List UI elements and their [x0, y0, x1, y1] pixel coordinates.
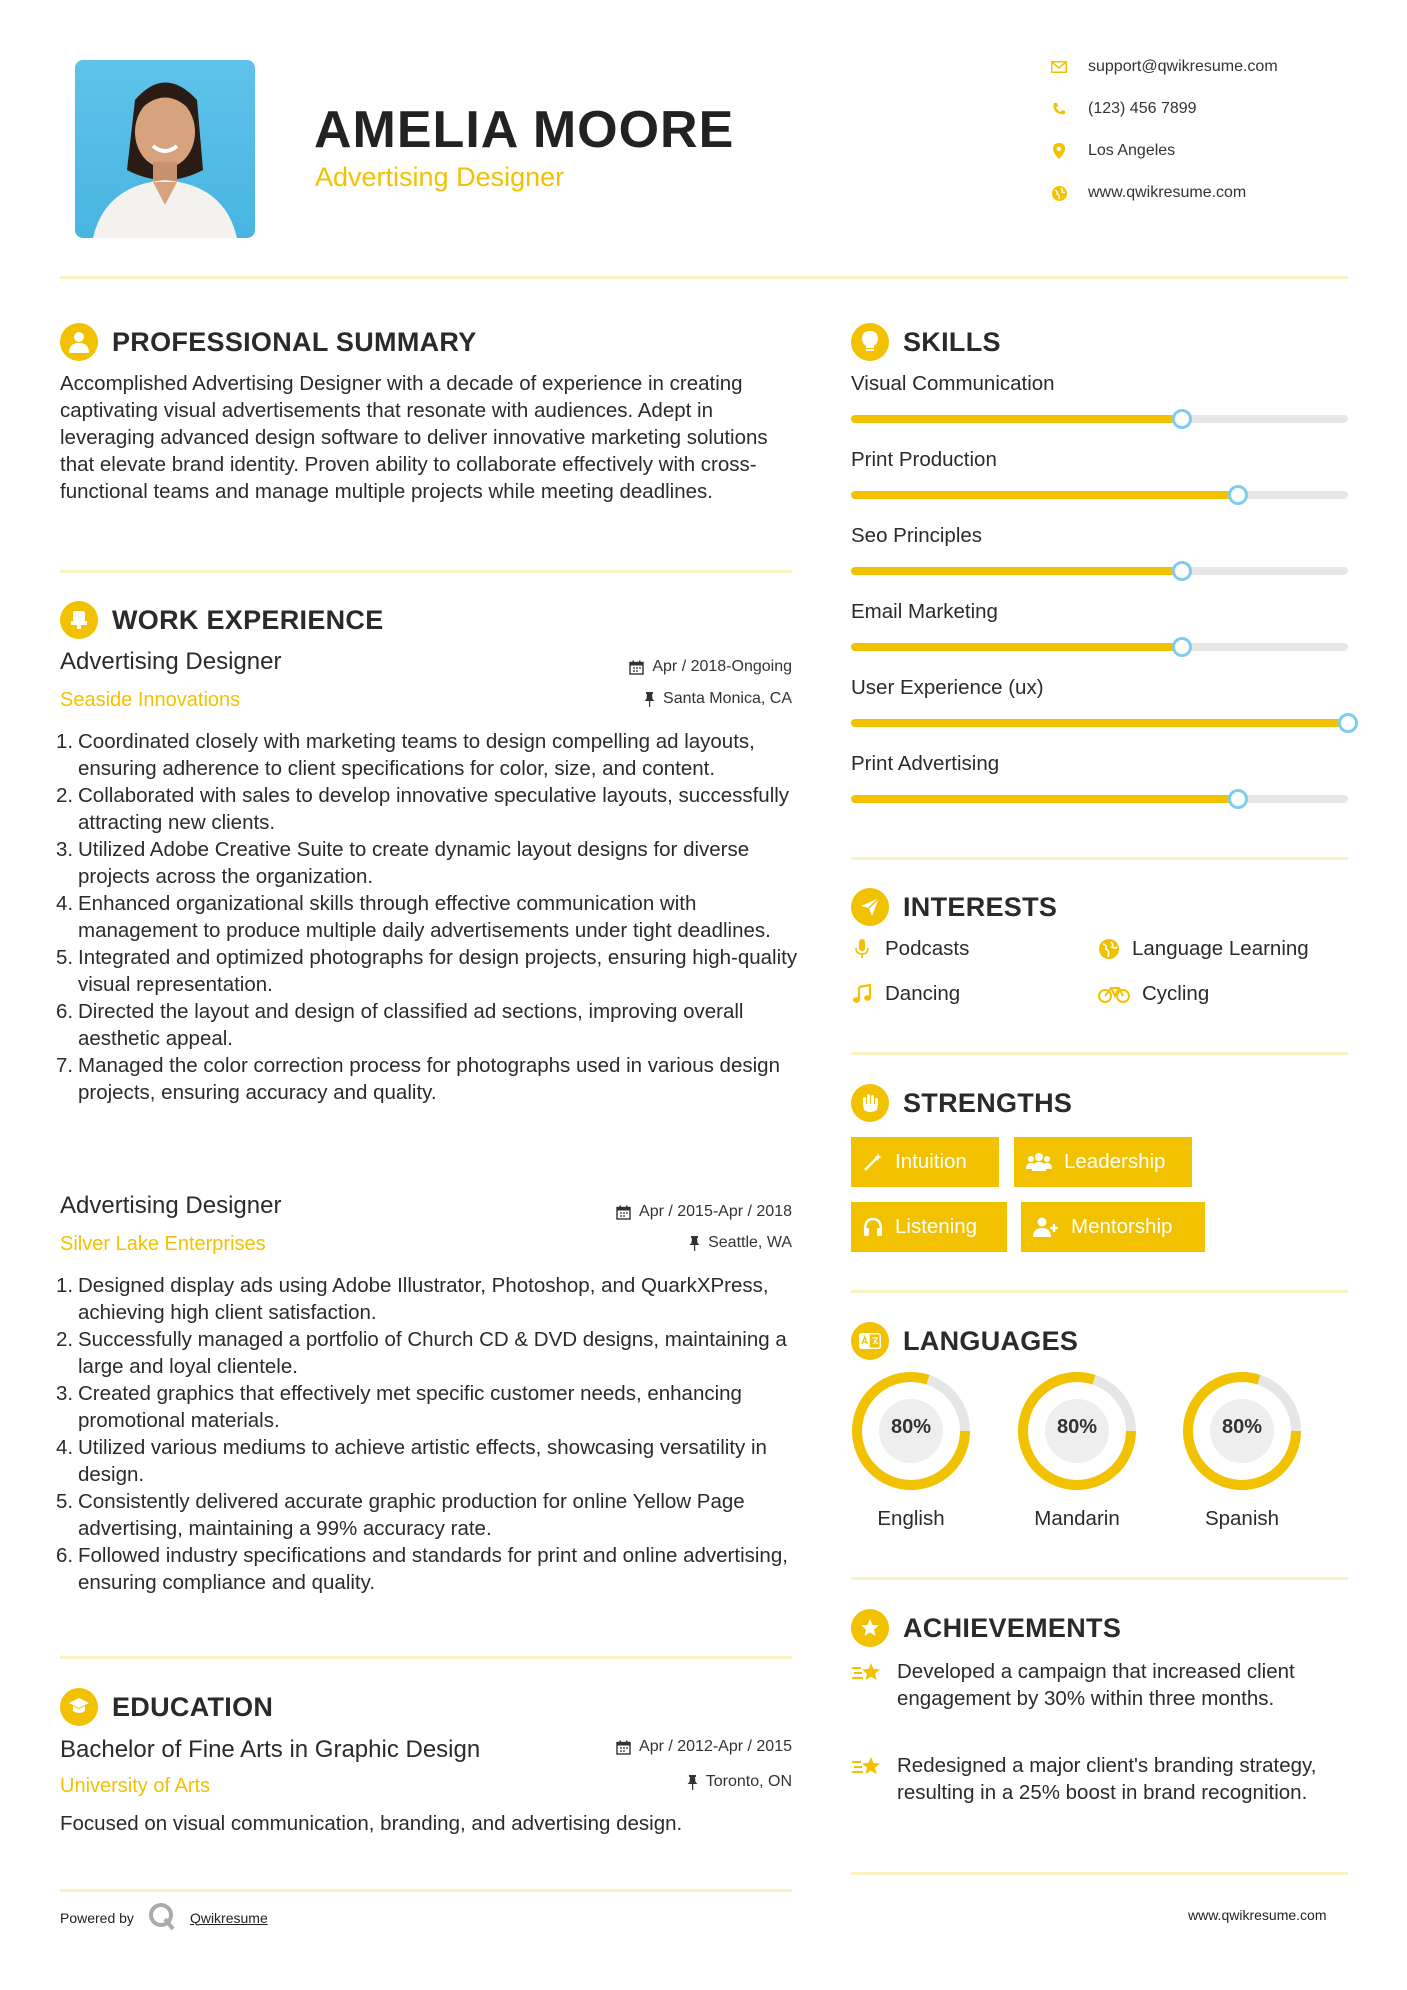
- skill-bar: [851, 491, 1348, 499]
- skill-bar: [851, 643, 1348, 651]
- education-location-text: Toronto, ON: [705, 1773, 792, 1790]
- powered-by-text: Powered by: [60, 1909, 134, 1926]
- pushpin-icon: [689, 1236, 700, 1251]
- header-divider: [60, 276, 1348, 279]
- education-degree: Bachelor of Fine Arts in Graphic Design: [60, 1736, 481, 1763]
- footer-powered-by: [60, 1902, 268, 1933]
- envelope-icon: [1050, 58, 1068, 76]
- education-divider: [60, 1889, 792, 1892]
- shooting-star-icon: [851, 1752, 883, 1806]
- shooting-star-icon: [851, 1658, 883, 1712]
- user-icon: [60, 323, 98, 361]
- skill-bar-knob: [1228, 789, 1248, 809]
- list-item: 3. Created graphics that effectively met specific customer needs, enhancing promotional materials.: [56, 1382, 742, 1432]
- education-heading: [60, 1688, 273, 1726]
- contact-phone[interactable]: [1050, 100, 1197, 118]
- qwikresume-link[interactable]: Qwikresume: [189, 1909, 268, 1926]
- language-ring: [1016, 1370, 1138, 1492]
- summary-text: Accomplished Advertising Designer with a decade of experience in creating captivating visual advertisements that resonate with audiences. Adept in leveraging advanced design software to deliver innovative marketing solutions that elevate brand identity. Proven ability to collaborate effectively with cross-functional teams and manage multiple projects while meeting deadlines.: [60, 372, 768, 503]
- calendar-icon: [629, 660, 644, 675]
- candidate-role: Advertising Designer: [315, 162, 565, 192]
- achievement-item-2: Redesigned a major client's branding strategy, resulting in a 25% boost in brand recognition.: [851, 1752, 1342, 1806]
- calendar-icon: [616, 1740, 631, 1755]
- candidate-name: AMELIA MOORE: [314, 101, 735, 159]
- job-1-dates: [520, 658, 792, 676]
- job-1-location: [520, 690, 792, 708]
- strengths-divider: [851, 1290, 1348, 1293]
- list-item: 2. Collaborated with sales to develop innovative speculative layouts, successfully attracting new clients.: [56, 784, 790, 834]
- pushpin-icon: [687, 1775, 698, 1790]
- list-item: 3. Utilized Adobe Creative Suite to create dynamic layout designs for diverse projects across the organization.: [56, 838, 750, 888]
- briefcase-icon: [60, 601, 98, 639]
- skills-divider: [851, 857, 1348, 860]
- languages-title: LANGUAGES: [903, 1325, 1079, 1356]
- job-1-dates-text: Apr / 2018-Ongoing: [652, 658, 792, 675]
- interests-divider: [851, 1052, 1348, 1055]
- education-title: EDUCATION: [112, 1691, 274, 1722]
- skill-bar-fill: [851, 795, 1238, 803]
- language-name: English: [877, 1507, 945, 1530]
- strength-tag-leadership: Leadership: [1014, 1137, 1192, 1187]
- languages-divider: [851, 1577, 1348, 1580]
- job-2-title: Advertising Designer: [60, 1192, 282, 1219]
- strengths-heading: [851, 1084, 1072, 1122]
- job-1-location-text: Santa Monica, CA: [663, 690, 792, 707]
- contact-email[interactable]: [1050, 58, 1278, 76]
- job-2-location-text: Seattle, WA: [708, 1234, 792, 1251]
- education-dates-text: Apr / 2012-Apr / 2015: [639, 1738, 792, 1755]
- summary-heading: [60, 323, 477, 361]
- phone-icon: [1050, 100, 1068, 118]
- list-item: 5. Integrated and optimized photographs for design projects, ensuring high-quality visual representation.: [56, 946, 798, 996]
- skill-bar-fill: [851, 491, 1238, 499]
- skill-name: Seo Principles: [851, 524, 983, 547]
- skill-bar: [851, 415, 1348, 423]
- strength-tag-listening: Listening: [851, 1202, 1007, 1252]
- interests-heading: [851, 888, 1057, 926]
- skill-bar: [851, 719, 1348, 727]
- language-icon: [851, 1322, 889, 1360]
- interest-dancing: Dancing: [851, 982, 960, 1006]
- language-percent: 80%: [1221, 1416, 1263, 1438]
- skill-bar-knob: [1172, 561, 1192, 581]
- summary-divider: [60, 570, 792, 573]
- skill-bar-fill: [851, 415, 1182, 423]
- experience-divider: [60, 1656, 792, 1659]
- job-2-dates-text: Apr / 2015-Apr / 2018: [639, 1203, 792, 1220]
- skills-heading: [851, 323, 1001, 361]
- qwikresume-logo-icon: [148, 1902, 176, 1933]
- interest-cycling: Cycling: [1098, 982, 1209, 1006]
- footer-website[interactable]: www.qwikresume.com: [1188, 1907, 1327, 1923]
- skill-bar: [851, 567, 1348, 575]
- skill-bar-fill: [851, 567, 1182, 575]
- education-location: [520, 1773, 792, 1791]
- interest-podcasts: Podcasts: [851, 937, 969, 961]
- star-badge-icon: [851, 1609, 889, 1647]
- skill-bar-fill: [851, 719, 1348, 727]
- skill-name: User Experience (ux): [851, 676, 1044, 699]
- list-item: 2. Successfully managed a portfolio of Church CD & DVD designs, maintaining a large and loyal clientele.: [56, 1328, 787, 1378]
- music-note-icon: [851, 984, 873, 1004]
- job-2-company: Silver Lake Enterprises: [60, 1233, 266, 1255]
- skill-name: Print Production: [851, 448, 997, 471]
- graduation-cap-icon: [60, 1688, 98, 1726]
- contact-website-text: www.qwikresume.com: [1088, 184, 1247, 201]
- paper-plane-icon: [851, 888, 889, 926]
- profile-photo: [75, 60, 255, 238]
- language-ring: [850, 1370, 972, 1492]
- contact-location: [1050, 142, 1175, 160]
- skills-title: SKILLS: [903, 326, 1001, 357]
- language-percent: 80%: [1056, 1416, 1098, 1438]
- contact-phone-text: (123) 456 7899: [1088, 100, 1197, 117]
- education-school: University of Arts: [60, 1775, 211, 1797]
- users-icon: [1026, 1152, 1052, 1172]
- calendar-icon: [616, 1205, 631, 1220]
- globe-icon: [1098, 939, 1120, 959]
- language-name: Mandarin: [1034, 1507, 1120, 1530]
- contact-website[interactable]: [1050, 184, 1246, 202]
- achievement-item-1: Developed a campaign that increased client engagement by 30% within three months.: [851, 1658, 1342, 1712]
- list-item: 7. Managed the color correction process for photographs used in various design projects, ensuring accuracy and quality.: [56, 1054, 780, 1104]
- skill-bar: [851, 795, 1348, 803]
- language-percent: 80%: [890, 1416, 932, 1438]
- summary-title: PROFESSIONAL SUMMARY: [112, 326, 477, 357]
- skill-name: Email Marketing: [851, 600, 998, 623]
- skill-name: Visual Communication: [851, 372, 1055, 395]
- achievements-divider: [851, 1872, 1348, 1875]
- language-ring: [1181, 1370, 1303, 1492]
- education-description: Focused on visual communication, branding, and advertising design.: [60, 1812, 683, 1835]
- education-dates: [520, 1738, 792, 1756]
- hand-icon: [851, 1084, 889, 1122]
- magic-wand-icon: [863, 1152, 883, 1172]
- interests-title: INTERESTS: [903, 891, 1058, 922]
- contact-location-text: Los Angeles: [1088, 142, 1176, 159]
- globe-icon: [1050, 184, 1068, 202]
- languages-heading: [851, 1322, 1078, 1360]
- job-1-company: Seaside Innovations: [60, 689, 241, 711]
- experience-title: WORK EXPERIENCE: [112, 604, 384, 635]
- job-2-dates: [520, 1203, 792, 1221]
- skill-bar-knob: [1172, 637, 1192, 657]
- strengths-title: STRENGTHS: [903, 1087, 1073, 1118]
- job-2-bullets: [56, 1272, 800, 1596]
- interest-language-learning: Language Learning: [1098, 937, 1309, 961]
- list-item: 6. Followed industry specifications and standards for print and online advertising, ensuring compliance and quality.: [56, 1544, 788, 1594]
- contact-email-text: support@qwikresume.com: [1088, 58, 1278, 75]
- skill-bar-knob: [1228, 485, 1248, 505]
- job-1-title: Advertising Designer: [60, 648, 282, 675]
- achievements-heading: [851, 1609, 1121, 1647]
- job-1-bullets: [56, 728, 800, 1106]
- list-item: 5. Consistently delivered accurate graphic production for online Yellow Page advertising, maintaining a 99% accuracy rate.: [56, 1490, 745, 1540]
- skill-bar-knob: [1172, 409, 1192, 429]
- list-item: 1. Designed display ads using Adobe Illustrator, Photoshop, and QuarkXPress, achieving high client satisfaction.: [56, 1274, 769, 1324]
- skill-bar-knob: [1338, 713, 1358, 733]
- headphones-icon: [863, 1217, 883, 1237]
- map-pin-icon: [1050, 142, 1068, 160]
- user-plus-icon: [1033, 1217, 1059, 1237]
- lightbulb-icon: [851, 323, 889, 361]
- language-name: Spanish: [1204, 1507, 1280, 1530]
- list-item: 4. Enhanced organizational skills through effective communication with management to produce multiple daily advertisements under tight deadlines.: [56, 892, 771, 942]
- job-2-location: [520, 1234, 792, 1252]
- pushpin-icon: [644, 692, 655, 707]
- list-item: 1. Coordinated closely with marketing teams to design compelling ad layouts, ensuring adherence to client specifications for color, size, and content.: [56, 730, 755, 780]
- skill-bar-fill: [851, 643, 1182, 651]
- list-item: 4. Utilized various mediums to achieve artistic effects, showcasing versatility in design.: [56, 1436, 767, 1486]
- achievements-title: ACHIEVEMENTS: [903, 1612, 1122, 1643]
- list-item: 6. Directed the layout and design of classified ad sections, improving overall aesthetic appeal.: [56, 1000, 744, 1050]
- strength-tag-mentorship: Mentorship: [1021, 1202, 1205, 1252]
- skill-name: Print Advertising: [851, 752, 1000, 775]
- microphone-icon: [851, 939, 873, 959]
- strength-tag-intuition: Intuition: [851, 1137, 999, 1187]
- experience-heading: [60, 601, 384, 639]
- bicycle-icon: [1098, 985, 1130, 1003]
